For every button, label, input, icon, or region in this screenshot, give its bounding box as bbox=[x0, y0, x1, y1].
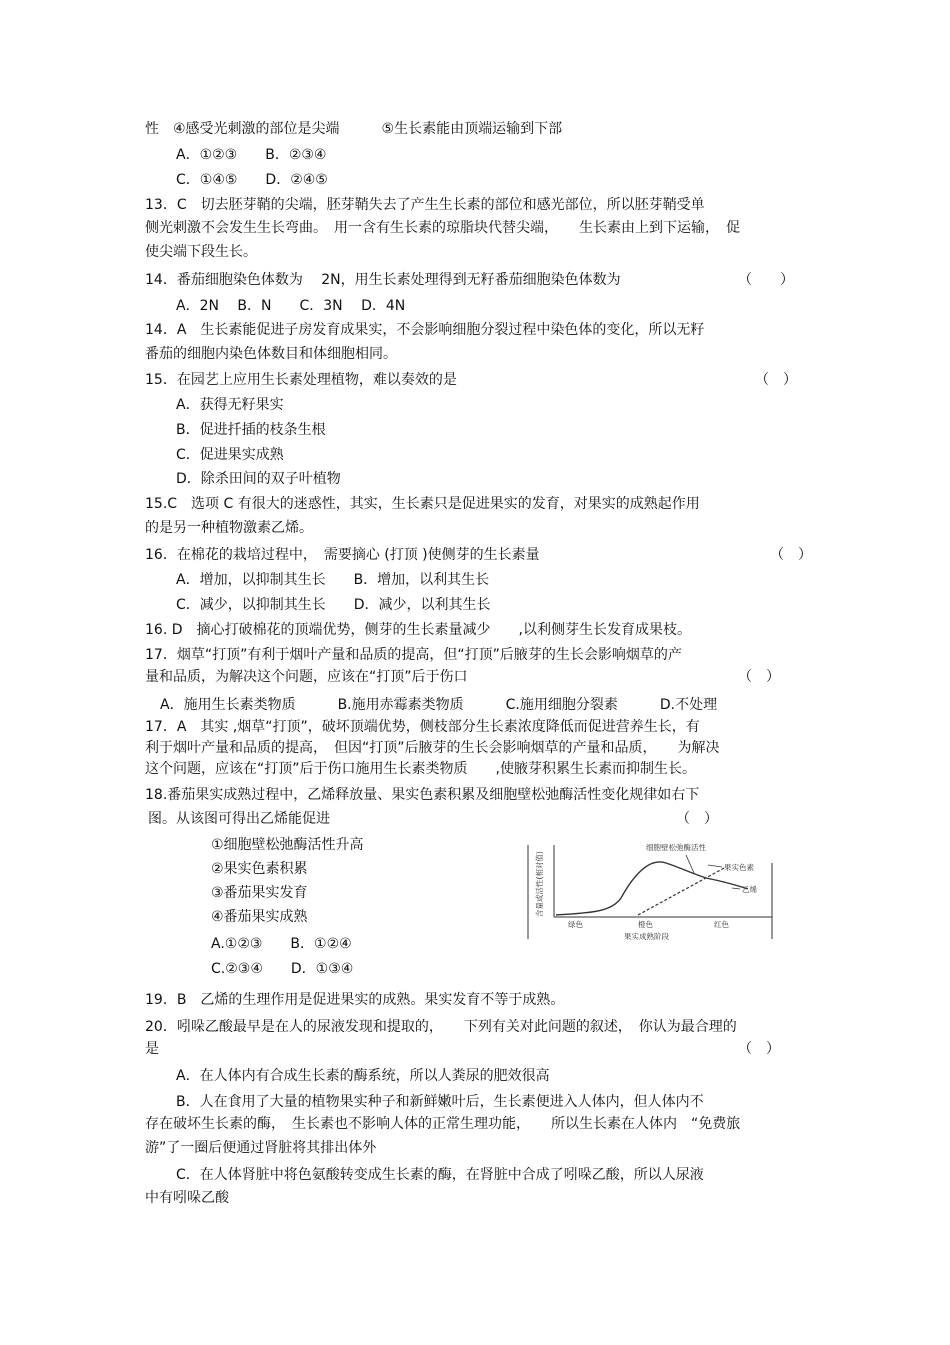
answer-bracket: （ ） bbox=[738, 669, 780, 685]
x-axis-label: 果实成熟阶段 bbox=[624, 932, 669, 941]
option-line: C．在人体肾脏中将色氨酸转变成生长素的酶，在肾脏中合成了吲哚乙酸，所以人尿液 bbox=[176, 1167, 704, 1183]
question-line: 15．在园艺上应用生长素处理植物，难以奏效的是 bbox=[145, 372, 457, 388]
option-line: A．增加，以抑制其生长 B．增加，以利其生长 bbox=[176, 572, 490, 588]
option-line: A.①②③ B．①②④ bbox=[211, 936, 352, 952]
option-line: A．2N B．N C．3N D．4N bbox=[176, 298, 406, 314]
text-line: 17．A 其实 ,烟草“打顶”，破坏顶端优势，侧枝部分生长素浓度降低而促进营养生长，有 bbox=[145, 719, 700, 735]
text-line: 使尖端下段生长。 bbox=[145, 244, 257, 260]
question-line: 16．在棉花的栽培过程中， 需要摘心 (打顶 )使侧芽的生长素量 bbox=[145, 547, 540, 563]
text-line: 侧光刺激不会发生生长弯曲。 用一含有生长素的琼脂块代替尖端， 生长素由上到下运输， 促 bbox=[145, 220, 740, 236]
text-line: 19．B 乙烯的生理作用是促进果实的成熟。果实发育不等于成熟。 bbox=[145, 992, 565, 1008]
answer-bracket: （ ） bbox=[770, 547, 812, 563]
answer-bracket: （ ） bbox=[738, 1041, 780, 1057]
text-line: 利于烟叶产量和品质的提高， 但因“打顶”后腋芽的生长会影响烟草的产量和品质， 为解决 bbox=[145, 740, 720, 756]
text-line: 是 bbox=[145, 1041, 159, 1057]
option-line: D．除杀田间的双子叶植物 bbox=[176, 471, 341, 487]
text-line: 16. D 摘心打破棉花的顶端优势，侧芽的生长素量减少 ,以利侧芽生长发育成果枝。 bbox=[145, 622, 691, 638]
option-line: C．促进果实成熟 bbox=[176, 447, 284, 463]
answer-bracket: （ ） bbox=[738, 272, 794, 288]
answer-bracket: （ ） bbox=[676, 811, 718, 827]
label-pointer-2 bbox=[708, 865, 722, 867]
option-line: A．施用生长素类物质 B.施用赤霉素类物质 C.施用细胞分裂素 D.不处理 bbox=[160, 697, 718, 713]
x-tick-label: 红色 bbox=[714, 920, 729, 929]
text-line: 中有吲哚乙酸 bbox=[145, 1190, 229, 1206]
question-line: 20．吲哚乙酸最早是在人的尿液发现和提取的， 下列有关对此问题的叙述， 你认为最合理的 bbox=[145, 1019, 737, 1035]
text-line: 性 ④感受光刺激的部位是尖端 ⑤生长素能由顶端运输到下部 bbox=[145, 121, 563, 137]
series-label-ethylene: 乙烯 bbox=[742, 885, 757, 894]
option-line: C．①④⑤ D．②④⑤ bbox=[176, 172, 328, 188]
text-line: 15.C 选项 C 有很大的迷惑性，其实，生长素只是促进果实的发育，对果实的成熟起作用 bbox=[145, 496, 700, 512]
pigment-line bbox=[638, 867, 726, 915]
ripening-figure bbox=[526, 843, 778, 943]
text-line: 番茄的细胞内染色体数目和体细胞相同。 bbox=[145, 346, 397, 362]
series-label-enzyme: 细胞壁松弛酶活性 bbox=[646, 843, 706, 852]
option-line: ④番茄果实成熟 bbox=[211, 909, 308, 925]
label-pointer-3 bbox=[732, 888, 740, 889]
option-line: C．减少，以抑制其生长 D．减少，以利其生长 bbox=[176, 597, 491, 613]
question-line: 18.番茄果实成熟过程中，乙烯释放量、果实色素积累及细胞壁松弛酶活性变化规律如右下 bbox=[145, 787, 700, 803]
text-line: 存在破坏生长素的酶， 生长素也不影响人体的正常生理功能， 所以生长素在人体内 “免费旅 bbox=[145, 1116, 741, 1132]
option-line: C.②③④ D．①③④ bbox=[211, 961, 354, 977]
option-line: ①细胞壁松弛酶活性升高 bbox=[211, 837, 364, 853]
option-line: ②果实色素积累 bbox=[211, 861, 308, 877]
text-line: 游”了一圈后便通过肾脏将其排出体外 bbox=[145, 1140, 377, 1156]
text-line: 这个问题，应该在“打顶”后于伤口施用生长素类物质 ,使腋芽积累生长素而抑制生长。 bbox=[145, 761, 696, 777]
option-line: A．①②③ B．②③④ bbox=[176, 147, 327, 163]
text-line: 14．A 生长素能促进子房发育成果实，不会影响细胞分裂过程中染色体的变化，所以无籽 bbox=[145, 322, 705, 338]
series-label-pigment: 果实色素 bbox=[724, 863, 754, 872]
option-line: A．在人体内有合成生长素的酶系统，所以人粪尿的肥效很高 bbox=[176, 1068, 550, 1084]
question-line: 14．番茄细胞染色体数为 2N，用生长素处理得到无籽番茄细胞染色体数为 bbox=[145, 272, 621, 288]
option-line: B．促进扦插的枝条生根 bbox=[176, 422, 326, 438]
text-line: 量和品质，为解决这个问题，应该在“打顶”后于伤口 bbox=[145, 669, 468, 685]
answer-bracket: （ ） bbox=[755, 372, 797, 388]
text-line: 的是另一种植物激素乙烯。 bbox=[145, 520, 313, 536]
option-line: ③番茄果实发育 bbox=[211, 885, 308, 901]
option-line: B．人在食用了大量的植物果实种子和新鲜嫩叶后，生长素便进入人体内，但人体内不 bbox=[176, 1094, 704, 1110]
x-tick-label: 绿色 bbox=[568, 920, 583, 929]
text-line: 13．C 切去胚芽鞘的尖端，胚芽鞘失去了产生生长素的部位和感光部位，所以胚芽鞘受单 bbox=[145, 197, 705, 213]
x-tick-label: 橙色 bbox=[638, 920, 653, 929]
y-axis-label: 含量或活性(相对值) bbox=[535, 851, 544, 917]
question-line: 17．烟草“打顶”有利于烟叶产量和品质的提高，但“打顶”后腋芽的生长会影响烟草的产 bbox=[145, 647, 682, 663]
option-line: A．获得无籽果实 bbox=[176, 397, 284, 413]
text-line: 图。从该图可得出乙烯能促进 bbox=[148, 811, 330, 827]
